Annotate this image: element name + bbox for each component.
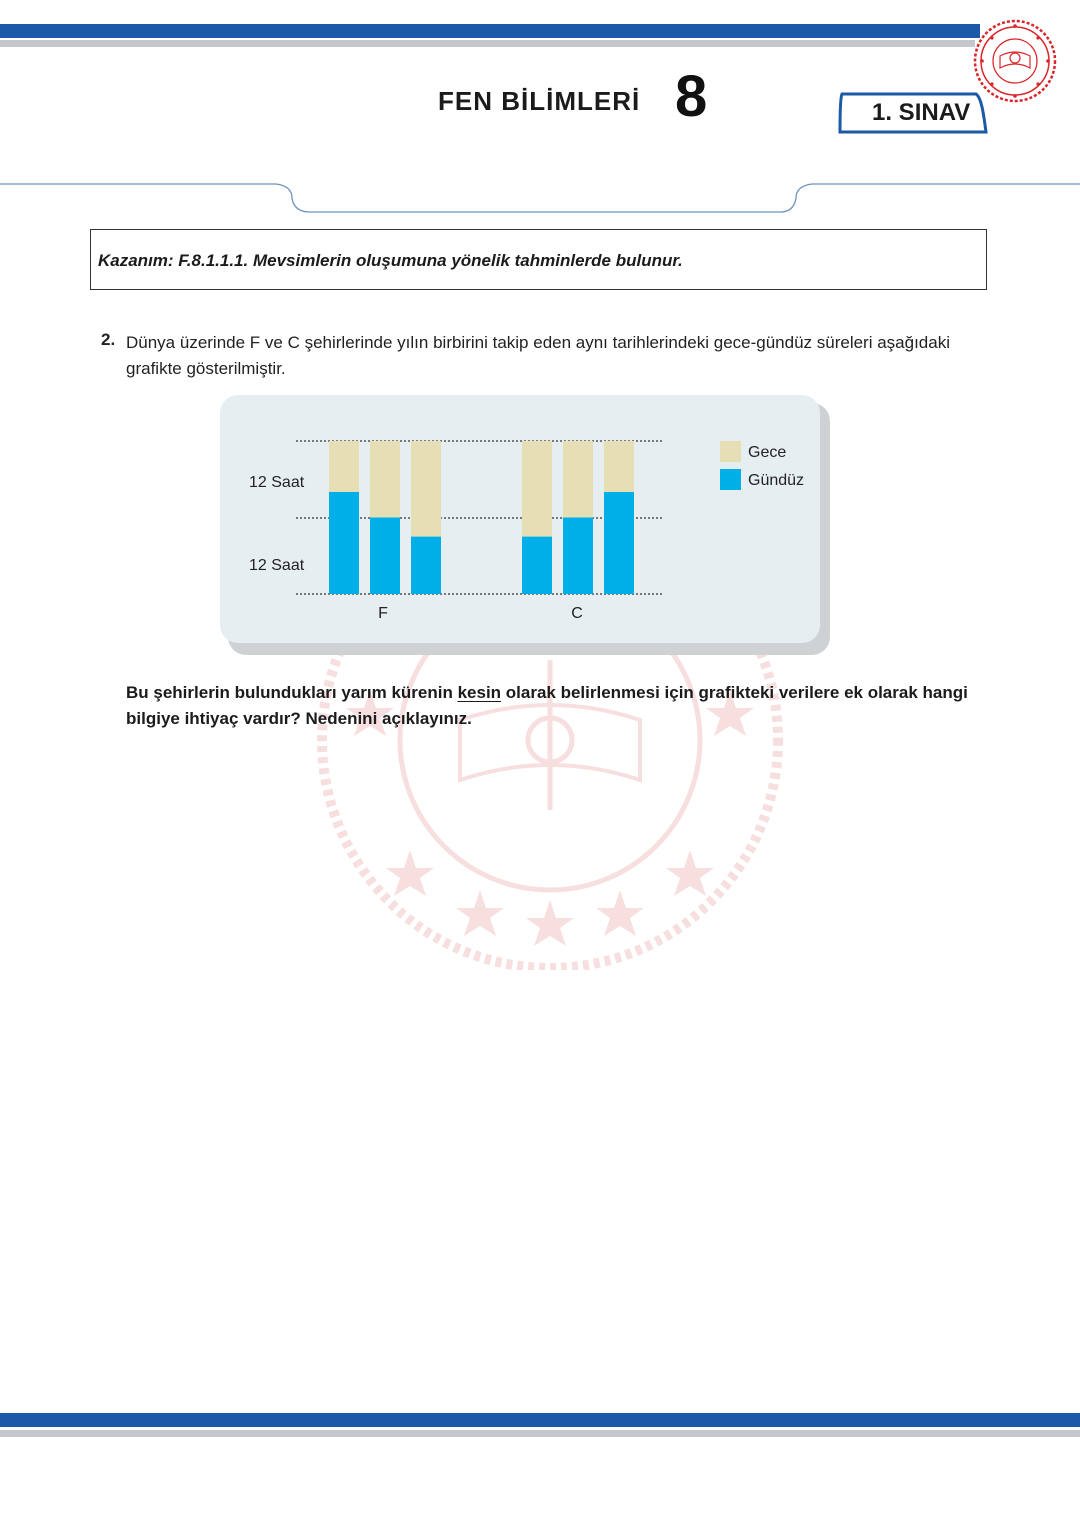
legend-label-gece: Gece: [748, 444, 787, 461]
bar-f-1-gunduz: [329, 492, 359, 594]
exam-label: 1. SINAV: [872, 99, 971, 126]
legend-swatch-gece: [720, 441, 741, 462]
bar-f-3-gece: [411, 441, 441, 537]
grade-number: 8: [675, 64, 708, 129]
bar-c-1-gunduz: [522, 537, 552, 594]
question-prompt: [126, 680, 986, 732]
bar-f-3-gunduz: [411, 537, 441, 594]
bar-c-3-gunduz: [604, 492, 634, 594]
question-number: 2.: [101, 330, 116, 349]
legend-label-gunduz: Gündüz: [748, 472, 805, 489]
bar-f-1-gece: [329, 441, 359, 492]
subject-title: FEN BİLİMLERİ: [438, 86, 641, 116]
question-prompt-part2: olarak belirlenmesi için grafikteki verilere ek olarak hangi bilgiye ihtiyaç vardır? Nedenini açıklayınız.: [126, 683, 968, 728]
y-tick-label-lower: 12 Saat: [249, 557, 305, 574]
learning-outcome-text: Kazanım: F.8.1.1.1. Mevsimlerin oluşumuna yönelik tahminlerde bulunur.: [98, 251, 683, 270]
bar-c-3-gece: [604, 441, 634, 492]
question-prompt-emphasis: kesin: [457, 683, 502, 702]
top-blue-stripe: [0, 24, 980, 38]
question-prompt-part1: Bu şehirlerin bulundukları yarım kürenin: [126, 683, 458, 702]
ministry-seal-icon: [972, 18, 1058, 104]
day-night-chart: [218, 393, 830, 655]
header-divider: [0, 180, 1080, 220]
bottom-grey-stripe: [0, 1430, 1080, 1437]
bar-c-2-gece: [563, 441, 593, 518]
group-label-f: F: [378, 605, 388, 622]
bar-f-2-gunduz: [370, 518, 400, 595]
question-stem: Dünya üzerinde F ve C şehirlerinde yılın birbirini takip eden aynı tarihlerindeki gece-gündüz süreleri aşağıdaki grafikte gösterilmiştir.: [126, 333, 950, 378]
y-tick-label-upper: 12 Saat: [249, 474, 305, 491]
legend-swatch-gunduz: [720, 469, 741, 490]
chart-panel-background: [220, 395, 820, 643]
bar-f-2-gece: [370, 441, 400, 518]
bar-c-2-gunduz: [563, 518, 593, 595]
top-grey-stripe: [0, 40, 975, 47]
bar-c-1-gece: [522, 441, 552, 537]
bottom-blue-stripe: [0, 1413, 1080, 1427]
group-label-c: C: [571, 605, 583, 622]
